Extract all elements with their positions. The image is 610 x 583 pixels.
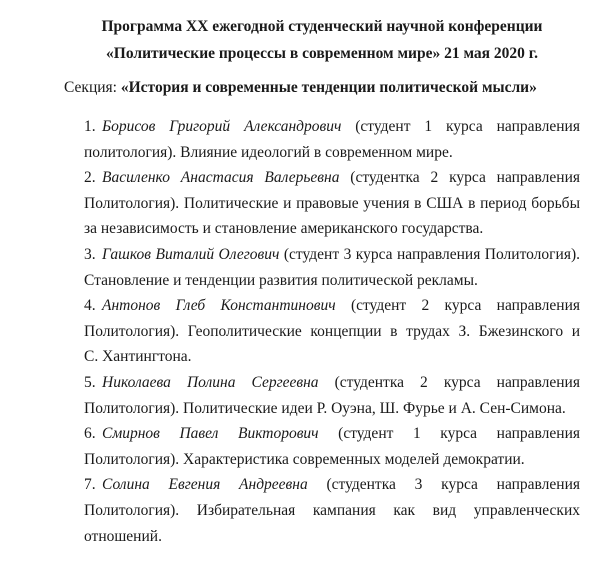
item-text: (студент 3 курса направления Политология). Становление и тенденции развития политической рекламы. [84, 245, 580, 289]
item-number: 2. [84, 169, 96, 187]
item-author: Антонов Глеб Константинович [102, 297, 336, 315]
item-text: (студент 1 курса направления политология). Влияние идеологий в современном мире. [84, 118, 580, 161]
title-line-1: Программа XX ежегодной студенческий научной конференции [101, 18, 543, 35]
item-number: 3. [84, 245, 96, 263]
list-item [84, 370, 580, 421]
item-text: (студент 1 курса направления Политология). Характеристика современных моделей демократии. [84, 425, 580, 468]
item-author: Борисов Григорий Александрович [102, 118, 342, 135]
item-author: Гашков Виталий Олегович [102, 245, 280, 263]
section-heading [64, 75, 580, 101]
section-label: Секция: [64, 79, 121, 96]
list-item [84, 421, 580, 472]
item-number: 5. [84, 373, 96, 391]
list-item [84, 293, 580, 370]
item-number: 4. [84, 297, 96, 315]
item-text: (студент 2 курса направления Политология). Геополитические концепции в трудах З. Бжезинского и С. Хантингтона. [84, 297, 580, 366]
item-number: 1. [84, 118, 96, 135]
program-list [64, 114, 580, 549]
list-item [84, 242, 580, 293]
item-author: Василенко Анастасия Валерьевна [102, 169, 340, 187]
list-item [84, 165, 580, 242]
section-name: «История и современные тенденции политической мысли» [120, 79, 537, 96]
document-title [64, 14, 580, 67]
item-text: (студентка 2 курса направления Политология). Политические идеи Р. Оуэна, Ш. Фурье и А. Сен-Симона. [84, 373, 580, 417]
item-author: Смирнов Павел Викторович [102, 425, 319, 443]
item-author: Николаева Полина Сергеевна [102, 373, 319, 391]
list-item [84, 472, 580, 549]
item-number: 7. [84, 476, 96, 494]
list-item [84, 114, 580, 165]
item-number: 6. [84, 425, 96, 443]
item-text: (студентка 2 курса направления Политология). Политические и правовые учения в США в период борьбы за независимость и становление американского государства. [84, 169, 580, 238]
item-author: Солина Евгения Андреевна [102, 476, 308, 494]
title-line-2: «Политические процессы в современном мире» 21 мая 2020 г. [106, 44, 538, 62]
item-text: (студентка 3 курса направления Политология). Избирательная кампания как вид управленческих отношений. [84, 476, 580, 545]
